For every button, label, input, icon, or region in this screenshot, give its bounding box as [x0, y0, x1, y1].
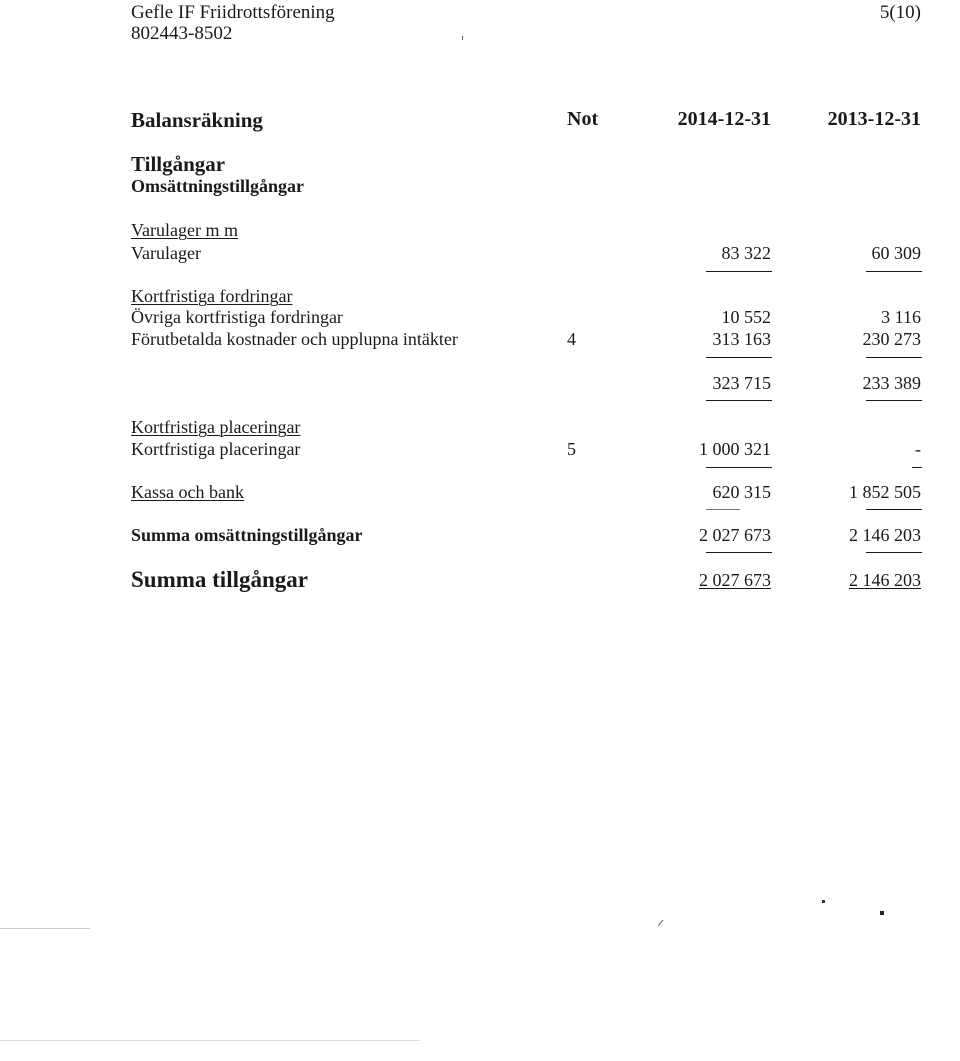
subtotal-rule — [706, 400, 772, 401]
row-note-investments: 5 — [567, 439, 576, 459]
subsection-heading-receivables: Kortfristiga fordringar — [131, 286, 293, 306]
subtotal-rule — [866, 552, 922, 553]
subtotal-rule — [912, 467, 922, 468]
receivables-total-2014: 323 715 — [712, 373, 771, 393]
column-header-note: Not — [567, 108, 599, 130]
row-label-other-receivables: Övriga kortfristiga fordringar — [131, 307, 343, 327]
subtotal-rule — [706, 271, 772, 272]
statement-title: Balansräkning — [131, 108, 263, 132]
scan-speck — [822, 900, 825, 903]
organization-number: 802443-8502 — [131, 23, 233, 44]
subtotal-rule — [866, 271, 922, 272]
section-heading-current-assets: Omsättningstillgångar — [131, 176, 305, 196]
subtotal-rule — [866, 509, 922, 510]
row-value-other-receivables-2013: 3 116 — [881, 307, 921, 327]
scan-speck — [0, 1040, 420, 1041]
subtotal-rule — [706, 357, 772, 358]
section-heading-assets: Tillgångar — [131, 152, 226, 176]
subtotal-rule — [706, 467, 772, 468]
scan-speck — [462, 36, 463, 40]
row-value-prepaid-2014: 313 163 — [712, 329, 771, 349]
scan-speck — [0, 928, 90, 929]
scan-speck — [658, 920, 664, 927]
row-value-inventory-2014: 83 322 — [721, 243, 771, 263]
row-value-other-receivables-2014: 10 552 — [721, 307, 771, 327]
row-label-prepaid: Förutbetalda kostnader och upplupna intäkter — [131, 329, 458, 349]
row-value-sum-assets-2013: 2 146 203 — [849, 570, 921, 590]
subtotal-rule — [706, 552, 772, 553]
page-number: 5(10) — [879, 2, 921, 23]
scan-speck — [880, 911, 884, 915]
subsection-heading-investments: Kortfristiga placeringar — [131, 417, 301, 437]
row-value-investments-2013: - — [915, 439, 921, 459]
column-header-2014: 2014-12-31 — [677, 108, 771, 130]
row-value-inventory-2013: 60 309 — [871, 243, 921, 263]
row-value-investments-2014: 1 000 321 — [699, 439, 771, 459]
column-header-2013: 2013-12-31 — [827, 108, 921, 130]
row-label-inventory: Varulager — [131, 243, 201, 263]
row-label-sum-assets: Summa tillgångar — [131, 567, 308, 592]
row-label-sum-current-assets: Summa omsättningstillgångar — [131, 525, 363, 545]
subtotal-rule — [706, 509, 740, 510]
row-note-prepaid: 4 — [567, 329, 576, 349]
receivables-total-2013: 233 389 — [862, 373, 921, 393]
row-value-sum-assets-2014: 2 027 673 — [699, 570, 771, 590]
row-label-cash: Kassa och bank — [131, 482, 244, 502]
subtotal-rule — [866, 400, 922, 401]
row-value-prepaid-2013: 230 273 — [862, 329, 921, 349]
row-value-sum-current-assets-2013: 2 146 203 — [849, 525, 921, 545]
subtotal-rule — [866, 357, 922, 358]
organization-name: Gefle IF Friidrottsförening — [131, 2, 335, 23]
row-value-cash-2014: 620 315 — [712, 482, 771, 502]
subsection-heading-inventory: Varulager m m — [131, 220, 238, 240]
row-value-cash-2013: 1 852 505 — [849, 482, 921, 502]
row-value-sum-current-assets-2014: 2 027 673 — [699, 525, 771, 545]
row-label-investments: Kortfristiga placeringar — [131, 439, 301, 459]
